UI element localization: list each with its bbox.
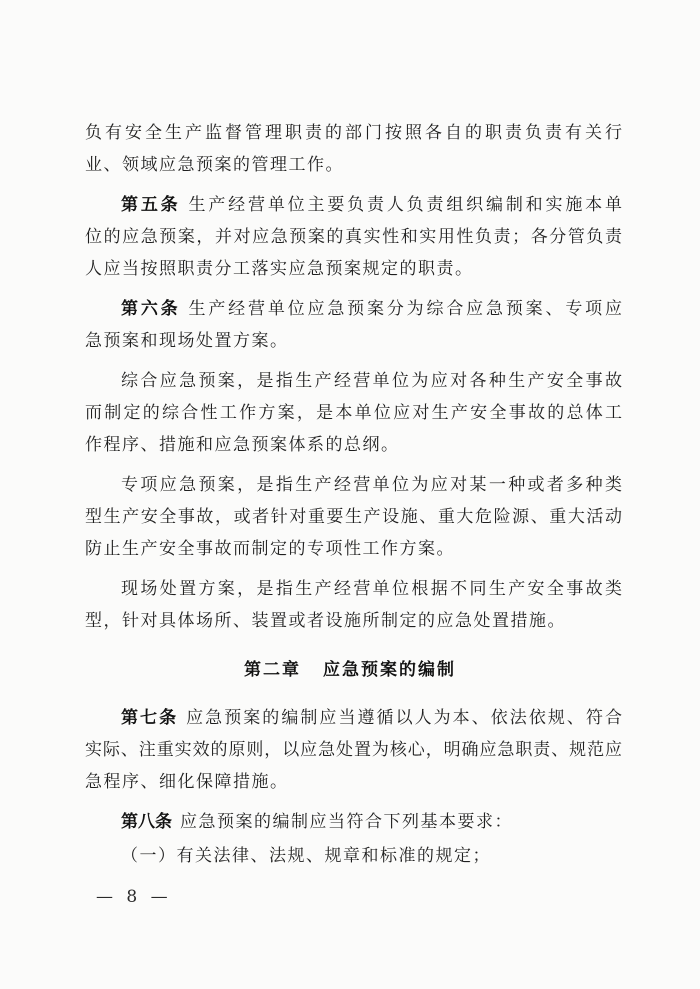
article-6 xyxy=(85,293,622,357)
text-line: 负有安全生产监督管理职责的部门按照各自的职责负责有关行 xyxy=(85,123,622,143)
text-line: 专项应急预案，是指生产经营单位为应对某一种或者多种类 xyxy=(121,475,622,495)
text-line: 现场处置方案，是指生产经营单位根据不同生产安全事故类 xyxy=(121,579,622,599)
text-line: （一）有关法律、法规、规章和标准的规定； xyxy=(121,846,491,866)
text-line: 实际、注重实效的原则，以应急处置为核心，明确应急职责、规范应 xyxy=(85,740,622,760)
text-line xyxy=(85,806,622,838)
article-text: 应急预案的编制应当符合下列基本要求： xyxy=(180,812,513,832)
text-line xyxy=(85,293,622,325)
text-line: 防止生产安全事故而制定的专项性工作方案。 xyxy=(85,539,455,559)
text-line: 而制定的综合性工作方案，是本单位应对生产安全事故的总体工 xyxy=(85,403,622,423)
general-plan-paragraph xyxy=(85,365,622,461)
article-7 xyxy=(85,702,622,798)
article-label: 第七条 xyxy=(121,708,179,728)
text-line: 作程序、措施和应急预案体系的总纲。 xyxy=(85,435,400,455)
article-label: 第六条 xyxy=(121,299,181,319)
text-line: 型生产安全事故，或者针对重要生产设施、重大危险源、重大活动 xyxy=(85,507,622,527)
onsite-plan-paragraph xyxy=(85,573,622,637)
article-8 xyxy=(85,806,622,838)
list-item xyxy=(85,840,622,872)
special-plan-paragraph xyxy=(85,469,622,565)
text-line xyxy=(85,702,622,734)
article-5 xyxy=(85,189,622,285)
chapter-heading xyxy=(0,654,700,686)
text-line: 位的应急预案，并对应急预案的真实性和实用性负责；各分管负责 xyxy=(85,227,622,247)
chapter-title: 应急预案的编制 xyxy=(323,660,456,680)
article-label: 第五条 xyxy=(121,195,181,215)
article-text: 生产经营单位应急预案分为综合应急预案、专项应 xyxy=(188,299,622,319)
chapter-number: 第二章 xyxy=(244,660,301,680)
text-line: 急预案和现场处置方案。 xyxy=(85,331,289,351)
text-line xyxy=(85,189,622,221)
text-body xyxy=(85,117,622,872)
text-line: 型，针对具体场所、装置或者设施所制定的应急处置措施。 xyxy=(85,611,566,631)
intro-paragraph xyxy=(85,117,622,181)
text-line: 业、领域应急预案的管理工作。 xyxy=(85,155,344,175)
page-number: — 8 — xyxy=(96,887,168,907)
article-label: 第八条 xyxy=(121,812,172,832)
text-line: 急程序、细化保障措施。 xyxy=(85,772,289,792)
article-text: 应急预案的编制应当遵循以人为本、依法依规、符合 xyxy=(186,708,622,728)
text-line: 人应当按照职责分工落实应急预案规定的职责。 xyxy=(85,259,474,279)
article-text: 生产经营单位主要负责人负责组织编制和实施本单 xyxy=(188,195,622,215)
text-line: 综合应急预案，是指生产经营单位为应对各种生产安全事故 xyxy=(121,371,622,391)
